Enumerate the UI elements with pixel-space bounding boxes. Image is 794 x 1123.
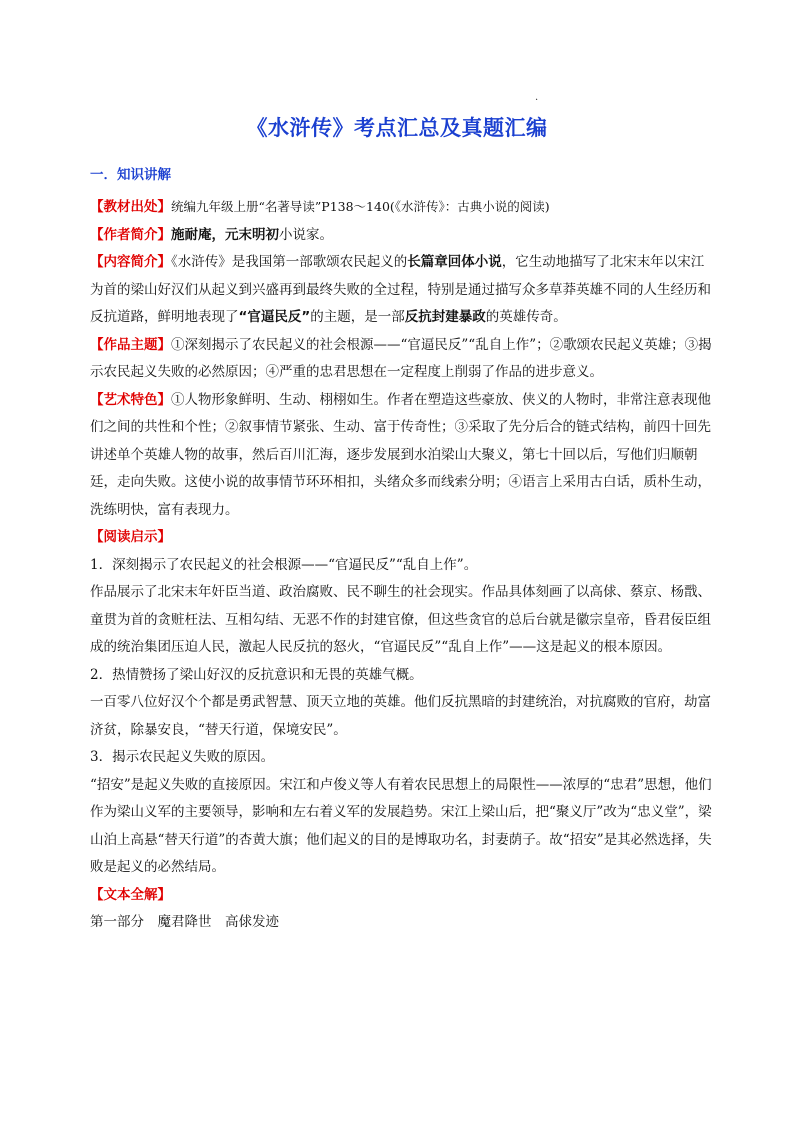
summary-bold-3: 反抗封建暴政 [404,309,486,325]
summary-text-2: ，它生动地描写了北宋末年以宋江为首的梁山好汉们从起义到兴盛再到最终失败的全过程，特别是通过描写众多草莽英雄不同的人生经历和反抗道路，鲜明地表现了 [90,254,711,325]
summary-text-1: 《水浒传》是我国第一部歌颂农民起义的 [171,254,408,270]
reading-item-body: “招安”是起义失败的直接原因。宋江和卢俊义等人有着农民思想上的局限性——浓厚的“忠君”思想，他们作为梁山义军的主要领导，影响和左右着义军的发展趋势。宋江上梁山后，把“聚义厅”改为“忠义堂”，梁山泊上高悬“替天行道”的杏黄大旗；他们起义的目的是博取功名，封妻荫子。故“招安”是其必然选择，失败是起义的必然结局。 [90,776,712,875]
author-name: 施耐庵，元末明初 [171,226,279,243]
section-heading: 一．知识讲解 [90,167,171,183]
source-tag: 【教材出处】 [90,199,171,215]
source-text: 统编九年级上册“名著导读”P138～140(《水浒传》：古典小说的阅读) [171,199,550,214]
summary-text-3: 的主题，是一部 [310,309,405,325]
reading-item-heading: 2．热情赞扬了梁山好汉的反抗意识和无畏的英雄气概。 [90,666,423,683]
author-rest: 小说家。 [279,226,333,243]
art-paragraph [90,387,715,525]
document-body [90,193,715,937]
author-tag: 【作者简介】 [90,226,171,243]
summary-text-4: 的英雄传奇。 [485,309,567,325]
header-dot: . [535,92,539,103]
reading-item-heading: 3．揭示农民起义失败的原因。 [90,749,275,765]
art-tag: 【艺术特色】 [90,391,171,408]
theme-paragraph [90,332,715,387]
source-paragraph [90,193,715,222]
reading-item-heading: 1．深刻揭示了农民起义的社会根源——“官逼民反”“乱自上作”。 [90,556,478,573]
summary-paragraph [90,249,715,332]
fulltext-heading [90,882,715,910]
reading-tag: 【阅读启示】 [90,529,171,545]
reading-heading [90,524,715,552]
fulltext-part: 第一部分 魔君降世 高俅发迹 [90,914,279,930]
author-paragraph [90,222,715,250]
summary-tag: 【内容简介】 [90,254,171,270]
page-title: 《水浒传》考点汇总及真题汇编 [246,116,548,140]
fulltext-tag: 【文本全解】 [90,886,171,903]
summary-bold-1: 长篇章回体小说 [407,254,502,270]
art-text: ①人物形象鲜明、生动、栩栩如生。作者在塑造这些豪放、侠义的人物时，非常注意表现他们之间的共性和个性；②叙事情节紧张、生动、富于传奇性；③采取了先分后合的链式结构，前四十回先讲述单个英雄人物的故事，然后百川汇海，逐步发展到水泊梁山大聚义，第七十回以后，写他们归顺朝廷，走向失败。这使小说的故事情节环环相扣，头绪众多而线索分明；④语言上采用古白话，质朴生动，洗练明快，富有表现力。 [90,391,711,518]
summary-bold-2: “官逼民反” [238,309,311,325]
theme-text: ①深刻揭示了农民起义的社会根源——“官逼民反”“乱自上作”；②歌颂农民起义英雄；③揭示农民起义失败的必然原因；④严重的忠君思想在一定程度上削弱了作品的进步意义。 [90,336,712,380]
theme-tag: 【作品主题】 [90,336,171,353]
reading-item-body: 一百零八位好汉个个都是勇武智慧、顶天立地的英雄。他们反抗黑暗的封建统治，对抗腐败的官府，劫富济贫，除暴安良，“替天行道，保境安民”。 [90,694,711,738]
reading-item-body: 作品展示了北宋末年奸臣当道、政治腐败、民不聊生的社会现实。作品具体刻画了以高俅、蔡京、杨戬、童贯为首的贪赃枉法、互相勾结、无恶不作的封建官僚，但这些贪官的总后台就是徽宗皇帝，昏君佞臣组成的统治集团压迫人民，激起人民反抗的怒火，“官逼民反”“乱自上作”——这是起义的根本原因。 [90,584,711,655]
